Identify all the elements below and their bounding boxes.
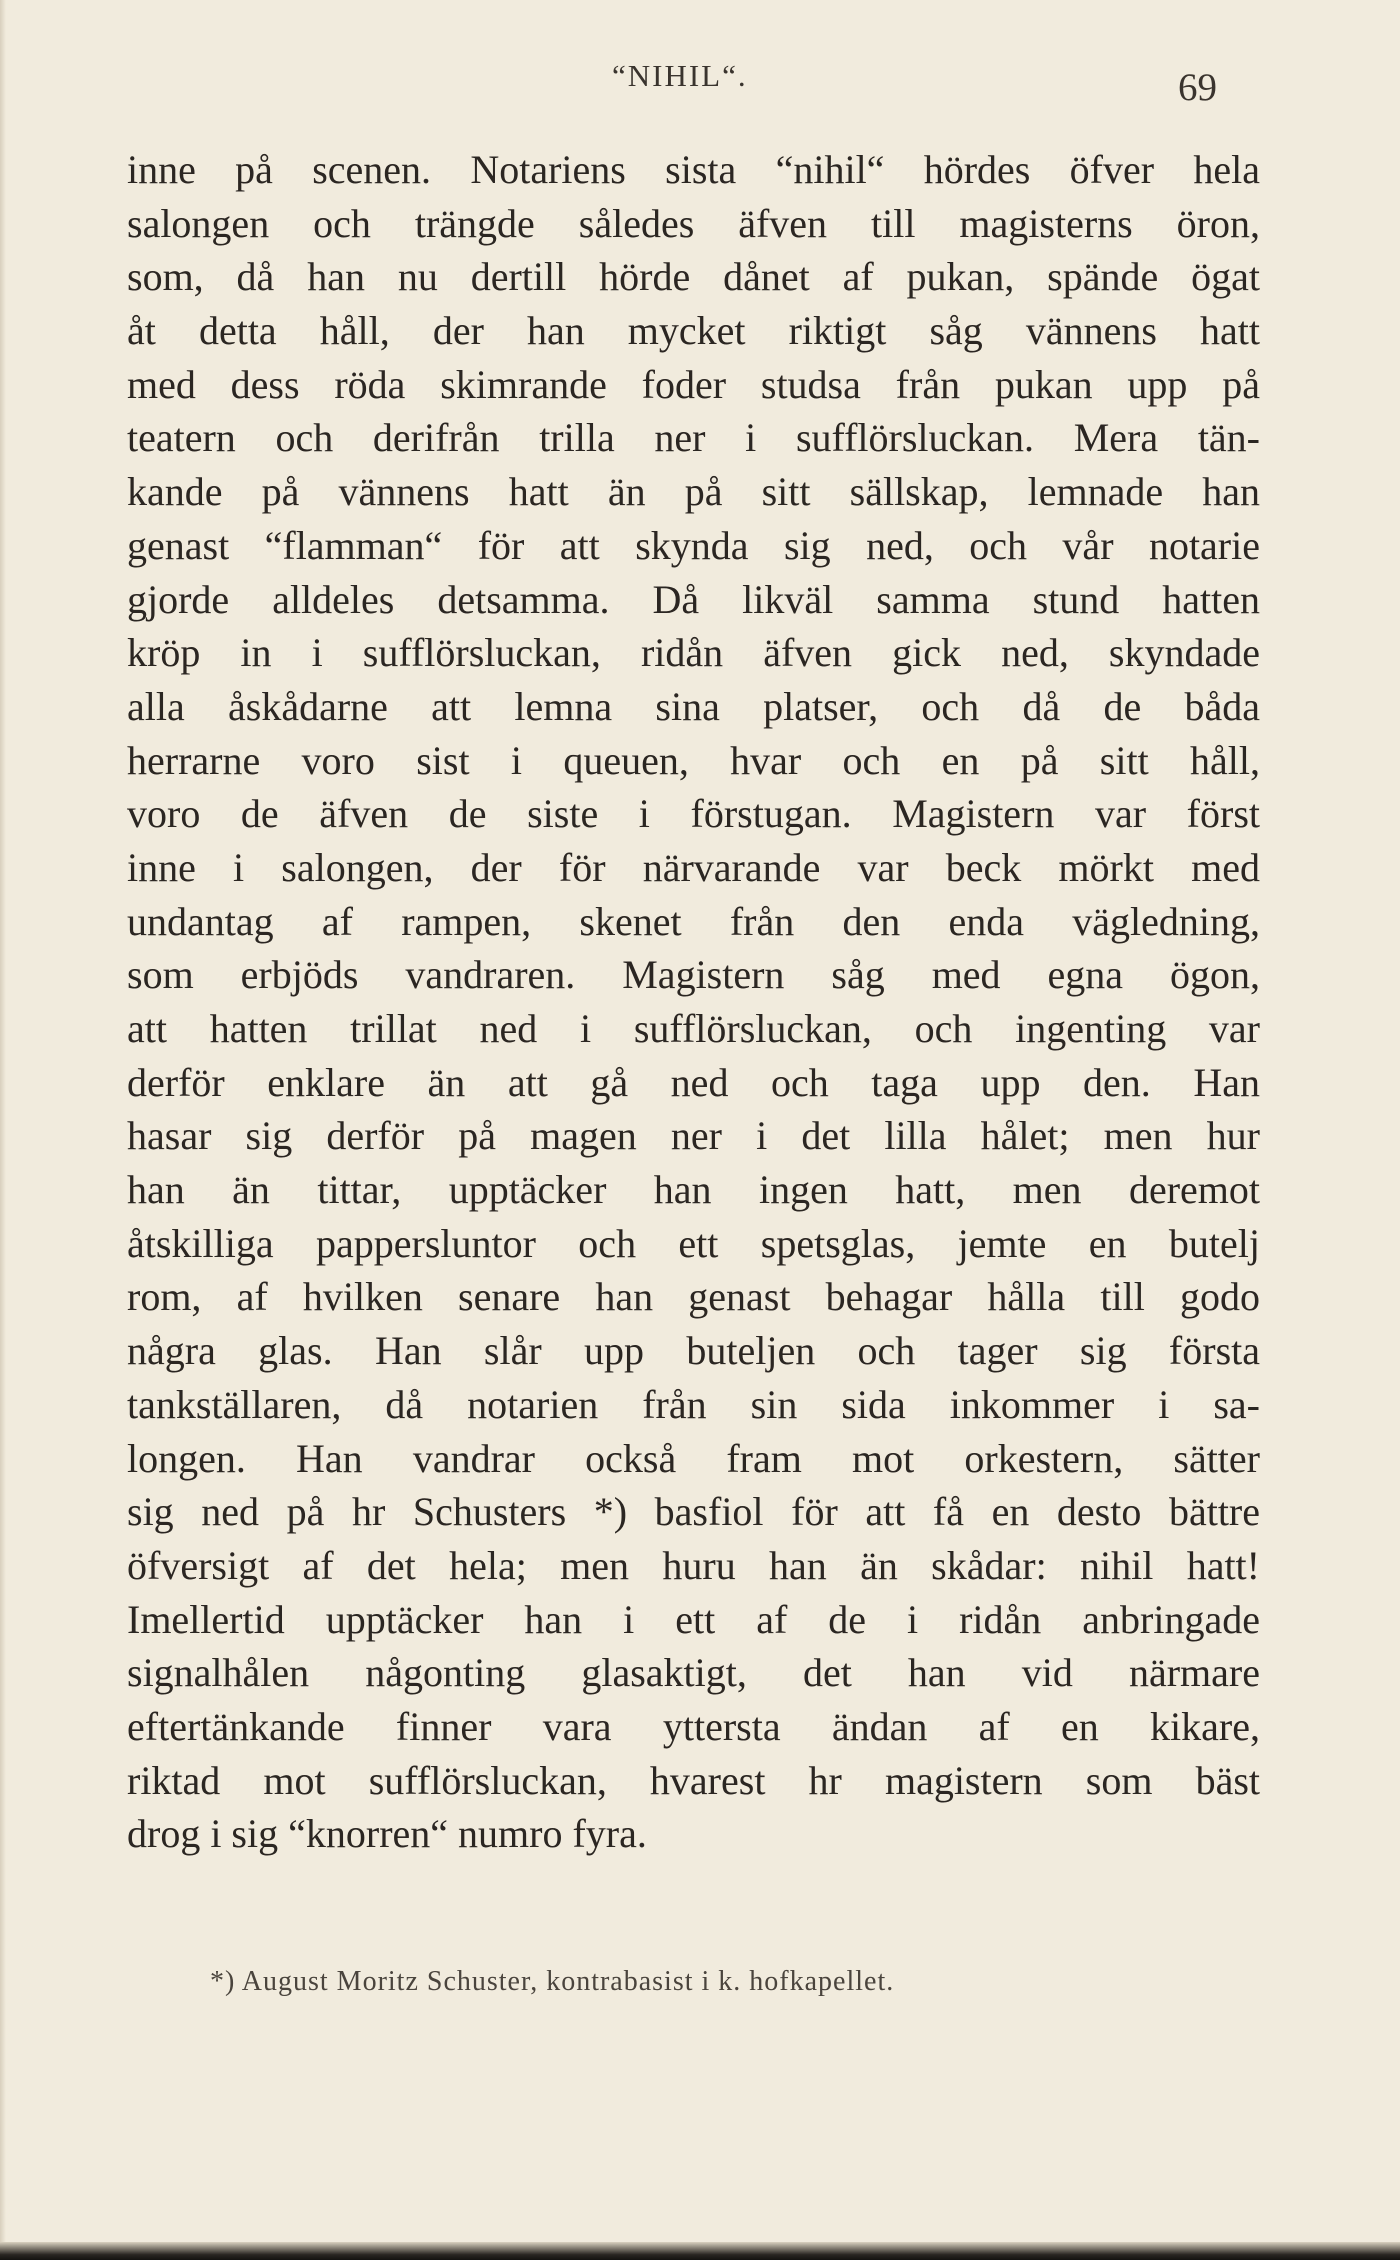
text-line: riktad mot sufflörsluckan, hvarest hr magistern som bäst — [127, 1757, 1260, 1803]
text-line: longen. Han vandrar också fram mot orkestern, sätter — [127, 1435, 1260, 1481]
text-line: inne i salongen, der för närvarande var beck mörkt med — [127, 844, 1260, 890]
running-title: “NIHIL“. — [612, 58, 748, 93]
text-line: derför enklare än att gå ned och taga upp den. Han — [127, 1059, 1260, 1105]
text-line: gjorde alldeles detsamma. Då likväl samma stund hatten — [127, 576, 1260, 622]
footnote: *) August Moritz Schuster, kontrabasist i k. hofkapellet. — [210, 1966, 895, 1997]
page-bottom-edge — [0, 2242, 1400, 2260]
text-line: som erbjöds vandraren. Magistern såg med egna ögon, — [127, 952, 1260, 998]
text-line: salongen och trängde således äfven till magisterns öron, — [127, 200, 1260, 246]
text-line: att hatten trillat ned i sufflörsluckan, och ingenting var — [127, 1006, 1260, 1051]
text-line: alla åskådarne att lemna sina platser, och då de båda — [127, 683, 1260, 729]
text-line: tankställaren, då notarien från sin sida inkommer i sa- — [127, 1381, 1260, 1427]
text-line: åt detta håll, der han mycket riktigt såg vännens hatt — [127, 308, 1260, 354]
text-line: som, då han nu dertill hörde dånet af pukan, spände ögat — [127, 254, 1260, 300]
text-line: öfversigt af det hela; men huru han än skådar: nihil hatt! — [127, 1542, 1260, 1588]
page-gutter-shadow — [0, 0, 6, 2242]
text-line: signalhålen någonting glasaktigt, det han vid närmare — [127, 1650, 1260, 1696]
text-line: med dess röda skimrande foder studsa från pukan upp på — [127, 361, 1260, 407]
text-line: inne på scenen. Notariens sista “nihil“ hördes öfver hela — [127, 147, 1260, 192]
text-line: några glas. Han slår upp buteljen och tager sig första — [127, 1328, 1260, 1374]
text-line: rom, af hvilken senare han genast behagar hålla till godo — [127, 1274, 1260, 1320]
text-line: kröp in i sufflörsluckan, ridån äfven gick ned, skyndade — [127, 630, 1260, 676]
text-line: undantag af rampen, skenet från den enda vägledning, — [127, 898, 1260, 944]
body-text — [127, 143, 1260, 1861]
text-line: herrarne voro sist i queuen, hvar och en på sitt håll, — [127, 737, 1260, 783]
text-line: voro de äfven de siste i förstugan. Magistern var först — [127, 791, 1260, 837]
text-line: sig ned på hr Schusters *) basfiol för att få en desto bättre — [127, 1489, 1260, 1535]
text-line: Imellertid upptäcker han i ett af de i ridån anbringade — [127, 1596, 1260, 1642]
text-line: åtskilliga pappersluntor och ett spetsglas, jemte en butelj — [127, 1220, 1260, 1266]
text-line: genast “flamman“ för att skynda sig ned, och vår notarie — [127, 522, 1260, 568]
text-line: hasar sig derför på magen ner i det lilla hålet; men hur — [127, 1113, 1260, 1159]
text-line: han än tittar, upptäcker han ingen hatt, men deremot — [127, 1167, 1260, 1213]
text-line: teatern och derifrån trilla ner i sufflörsluckan. Mera tän- — [127, 415, 1260, 461]
page-number: 69 — [1178, 66, 1217, 109]
text-line-last: drog i sig “knorren“ numro fyra. — [127, 1811, 647, 1857]
text-line: eftertänkande finner vara yttersta ändan af en kikare, — [127, 1703, 1260, 1749]
text-line: kande på vännens hatt än på sitt sällskap, lemnade han — [127, 469, 1260, 515]
